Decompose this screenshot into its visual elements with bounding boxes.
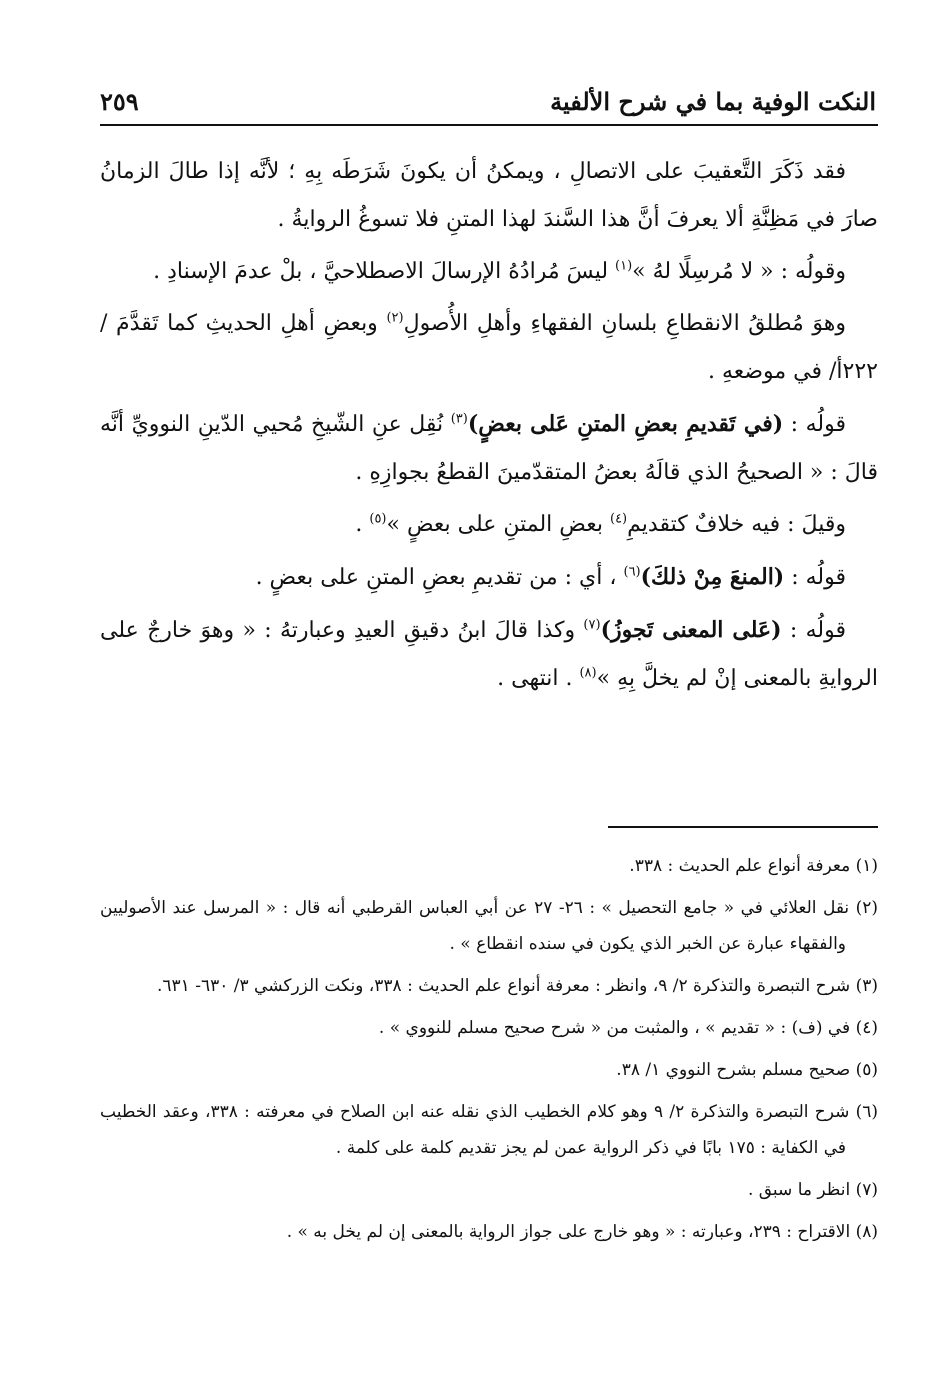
paragraph-4-lead: قولُه : xyxy=(783,412,847,437)
footnotes xyxy=(100,848,878,1256)
paragraph-6 xyxy=(100,553,878,602)
footnote-ref-8: (٨) xyxy=(579,665,597,681)
paragraph-2 xyxy=(100,248,878,296)
running-title: النكت الوفية بما في شرح الألفية xyxy=(550,87,876,116)
footnote-ref-3: (٣) xyxy=(450,411,468,427)
paragraph-5 xyxy=(100,501,878,549)
paragraph-3-start: وهوَ مُطلقُ الانقطاعِ بلسانِ الفقهاءِ وأهلِ الأُصولِ xyxy=(403,311,846,336)
paragraph-6-end: ، أي : من تقديمِ بعضِ المتنِ على بعضٍ . xyxy=(255,565,624,590)
footnote-ref-2: (٢) xyxy=(386,310,404,326)
footnote-ref-1: (١) xyxy=(615,258,633,274)
header-rule xyxy=(100,124,878,126)
paragraph-1-text: فقد ذَكَرَ التَّعقيبَ على الاتصالِ ، ويمكنُ أن يكونَ شَرَطَه بِهِ ؛ لأنَّه إذا طالَ الزمانُ صارَ في مَظِنَّةِ ألا يعرفَ أنَّ هذا السَّندَ لهذا المتنِ فلا تسوغُ الروايةُ . xyxy=(100,159,878,232)
footnote-7: (٧) انظر ما سبق . xyxy=(747,1180,878,1200)
footnote-ref-5: (٥) xyxy=(369,511,387,527)
paragraph-5-end: . xyxy=(355,512,370,537)
paragraph-6-quoted-text: (المنعَ مِنْ ذلكَ) xyxy=(640,564,785,590)
paragraph-2-start: وقولُه : « لا مُرسِلًا لهُ » xyxy=(632,259,846,284)
paragraph-4-quoted-text: (في تَقديمِ بعضِ المتنِ عَلى بعضٍ) xyxy=(467,411,784,437)
paragraph-4-end: نُقِل عنِ الشّيخِ مُحيي الدّينِ النوويِّ أنَّه قالَ : « الصحيحُ الذي قالَهُ بعضُ المتقدّمينَ القطعُ بجوازِهِ . xyxy=(100,412,878,485)
running-header xyxy=(100,70,876,116)
footnote-8: (٨) الاقتراح : ٢٣٩، وعبارته : « وهو خارج على جواز الرواية بالمعنى إن لم يخل به » . xyxy=(286,1222,878,1242)
footnote-3: (٣) شرح التبصرة والتذكرة ٢/ ٩، وانظر : معرفة أنواع علم الحديث : ٣٣٨، ونكت الزركشي ٣/ ٦٣٠- ٦٣١. xyxy=(156,976,878,996)
main-text xyxy=(100,148,878,707)
footnote-separator xyxy=(608,826,878,828)
paragraph-7-lead: قولُه : xyxy=(781,618,847,643)
footnote-ref-7: (٧) xyxy=(583,617,601,633)
footnote-2: (٢) نقل العلائي في « جامع التحصيل » : ٢٦- ٢٧ عن أبي العباس القرطبي أنه قال : « المرسل عند الأصوليين والفقهاء عبارة عن الخبر الذي يكون في سنده انقطاع » . xyxy=(100,898,878,954)
paragraph-7-end: . انتهى . xyxy=(497,666,580,691)
paragraph-1 xyxy=(100,148,878,244)
footnote-4: (٤) في (ف) : « تقديم » ، والمثبت من « شرح صحيح مسلم للنووي » . xyxy=(378,1018,878,1038)
paragraph-7-mid: وكذا قالَ ابنُ دقيقِ العيدِ وعبارتهُ : « وهوَ خارجٌ على الروايةِ بالمعنى إنْ لم يخلَّ بِهِ » xyxy=(100,618,878,691)
footnote-1: (١) معرفة أنواع علم الحديث : ٣٣٨. xyxy=(629,856,878,876)
paragraph-5-start: وقيلَ : فيه خلافٌ كتقديمِ xyxy=(627,512,846,537)
paragraph-3-end: وبعضِ أهلِ الحديثِ كما تَقدَّمَ /٢٢٢أ/ في موضعهِ . xyxy=(100,311,878,384)
paragraph-7-quoted-text: (عَلى المعنى تَجوزُ) xyxy=(600,617,782,643)
footnote-ref-4: (٤) xyxy=(609,511,628,527)
paragraph-6-lead: قولُه : xyxy=(784,565,846,590)
paragraph-4 xyxy=(100,400,878,497)
paragraph-5-mid: بعضِ المتنِ على بعضٍ » xyxy=(386,512,610,537)
paragraph-7 xyxy=(100,606,878,703)
paragraph-2-end: ليسَ مُرادُهُ الإرسالَ الاصطلاحيَّ ، بلْ عدمَ الإسنادِ . xyxy=(153,259,616,284)
page-number: ٢٥٩ xyxy=(100,87,139,116)
paragraph-3 xyxy=(100,300,878,396)
footnote-6: (٦) شرح التبصرة والتذكرة ٢/ ٩ وهو كلام الخطيب الذي نقله عنه ابن الصلاح في معرفته : ٣٣٨، وعقد الخطيب في الكفاية : ١٧٥ بابًا في ذكر الرواية عمن لم يجز تقديم كلمة على كلمة . xyxy=(100,1102,878,1158)
footnote-5: (٥) صحيح مسلم بشرح النووي ١/ ٣٨. xyxy=(616,1060,878,1080)
footnote-ref-6: (٦) xyxy=(623,564,641,580)
